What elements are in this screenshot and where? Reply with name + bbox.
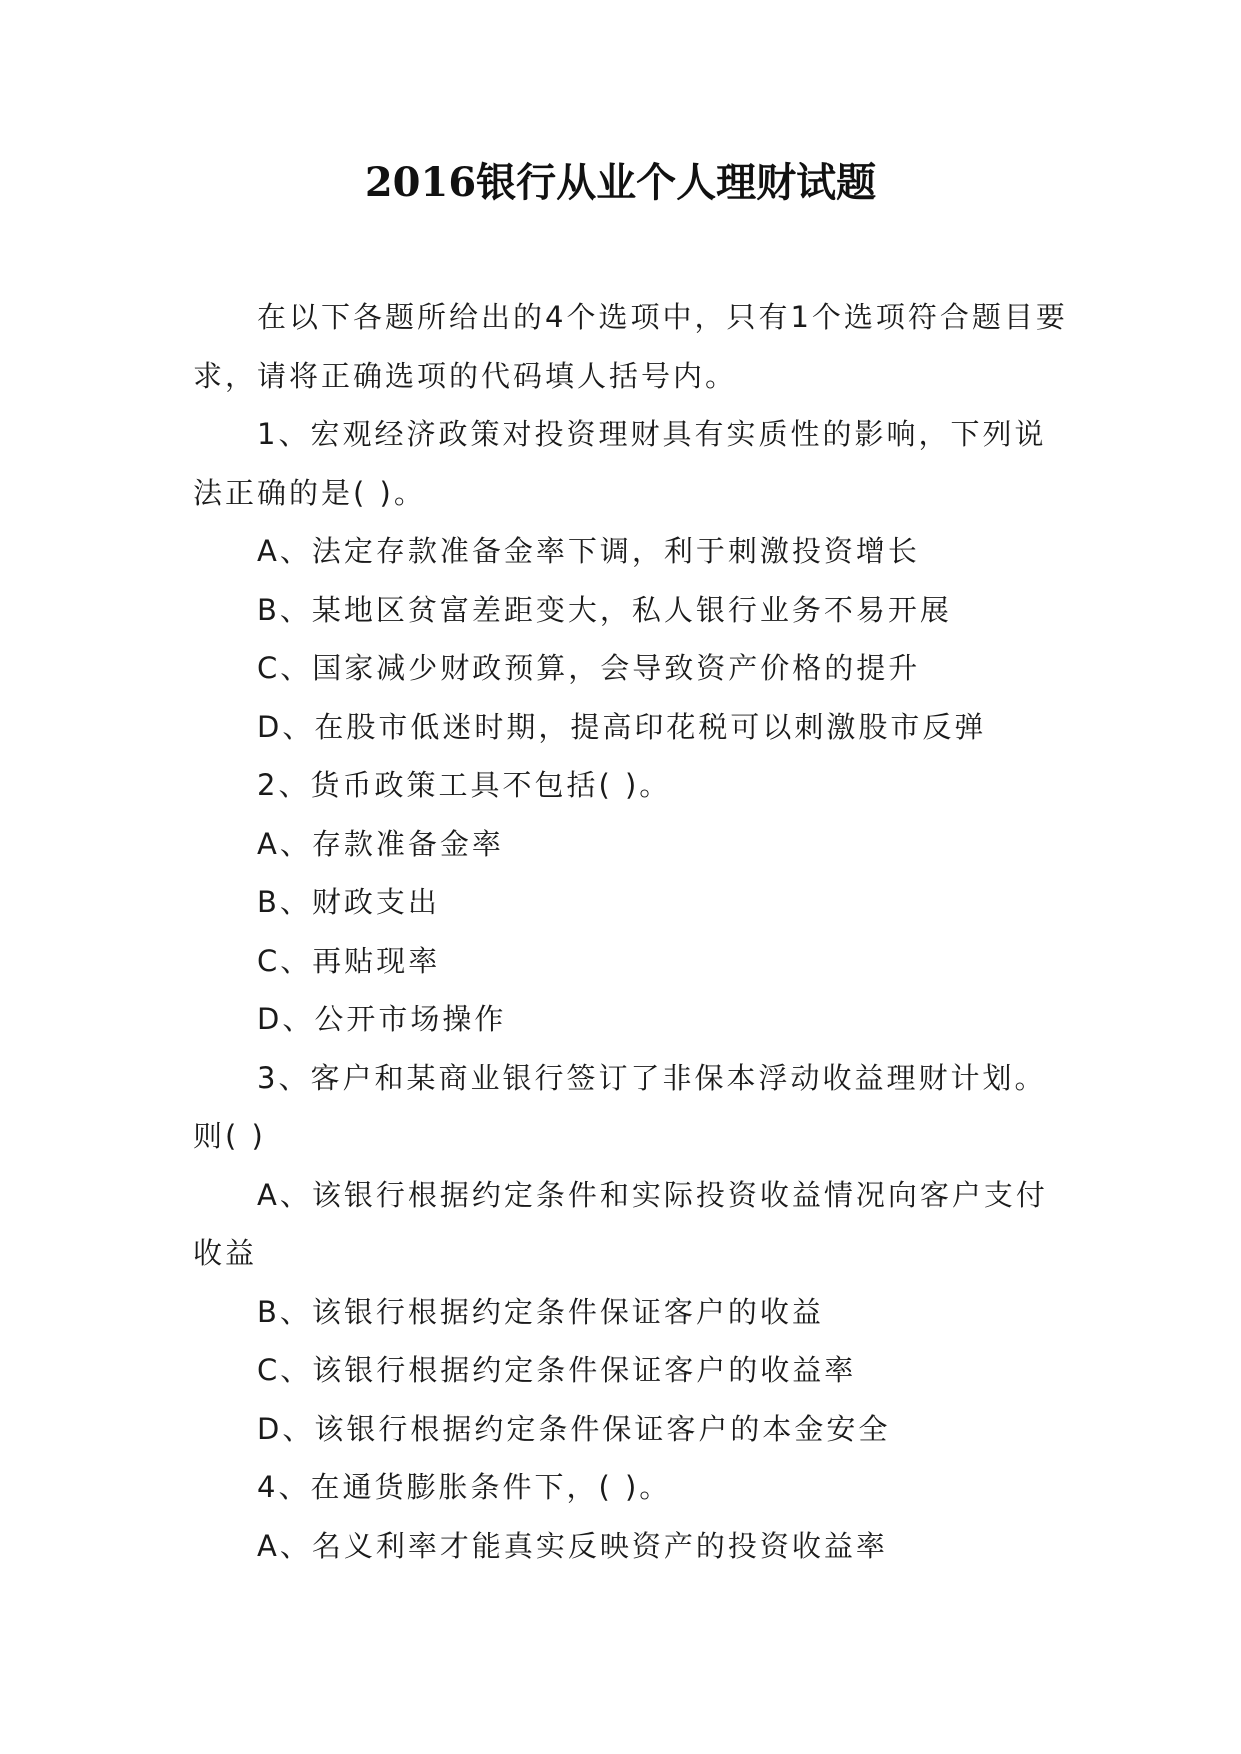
- document-body: [193, 288, 1073, 1575]
- question-2-option-b: B、财政支出: [257, 885, 440, 919]
- question-2-option-d: D、公开市场操作: [257, 1002, 507, 1036]
- question-1-option-c: C、国家减少财政预算，会导致资产价格的提升: [257, 651, 921, 685]
- question-1-option-b: B、某地区贫富差距变大，私人银行业务不易开展: [257, 592, 952, 627]
- document-title: 2016银行从业个人理财试题: [364, 159, 877, 206]
- instructions-paragraph: 在以下各题所给出的4个选项中，只有1个选项符合题目要求，请将正确选项的代码填人括号内。: [193, 300, 1068, 393]
- question-3-option-d: D、该银行根据约定条件保证客户的本金安全: [257, 1411, 891, 1446]
- question-1-option-a: A、法定存款准备金率下调，利于刺激投资增长: [257, 534, 920, 568]
- question-2-option-c: C、再贴现率: [257, 943, 441, 978]
- question-3-option-a: A、该银行根据约定条件和实际投资收益情况向客户支付收益: [193, 1177, 1048, 1270]
- question-2-option-a: A、存款准备金率: [257, 826, 504, 861]
- question-3-option-c: C、该银行根据约定条件保证客户的收益率: [257, 1353, 857, 1387]
- question-4-option-a: A、名义利率才能真实反映资产的投资收益率: [257, 1528, 888, 1563]
- question-3: 3、客户和某商业银行签订了非保本浮动收益理财计划。则( ): [193, 1060, 1047, 1153]
- question-1-option-d: D、在股市低迷时期，提高印花税可以刺激股市反弹: [257, 709, 987, 744]
- question-1: 1、宏观经济政策对投资理财具有实质性的影响，下列说法正确的是( )。: [193, 417, 1047, 510]
- question-2: 2、货币政策工具不包括( )。: [257, 768, 672, 802]
- question-4: 4、在通货膨胀条件下，( )。: [257, 1470, 672, 1504]
- question-3-option-b: B、该银行根据约定条件保证客户的收益: [257, 1294, 824, 1329]
